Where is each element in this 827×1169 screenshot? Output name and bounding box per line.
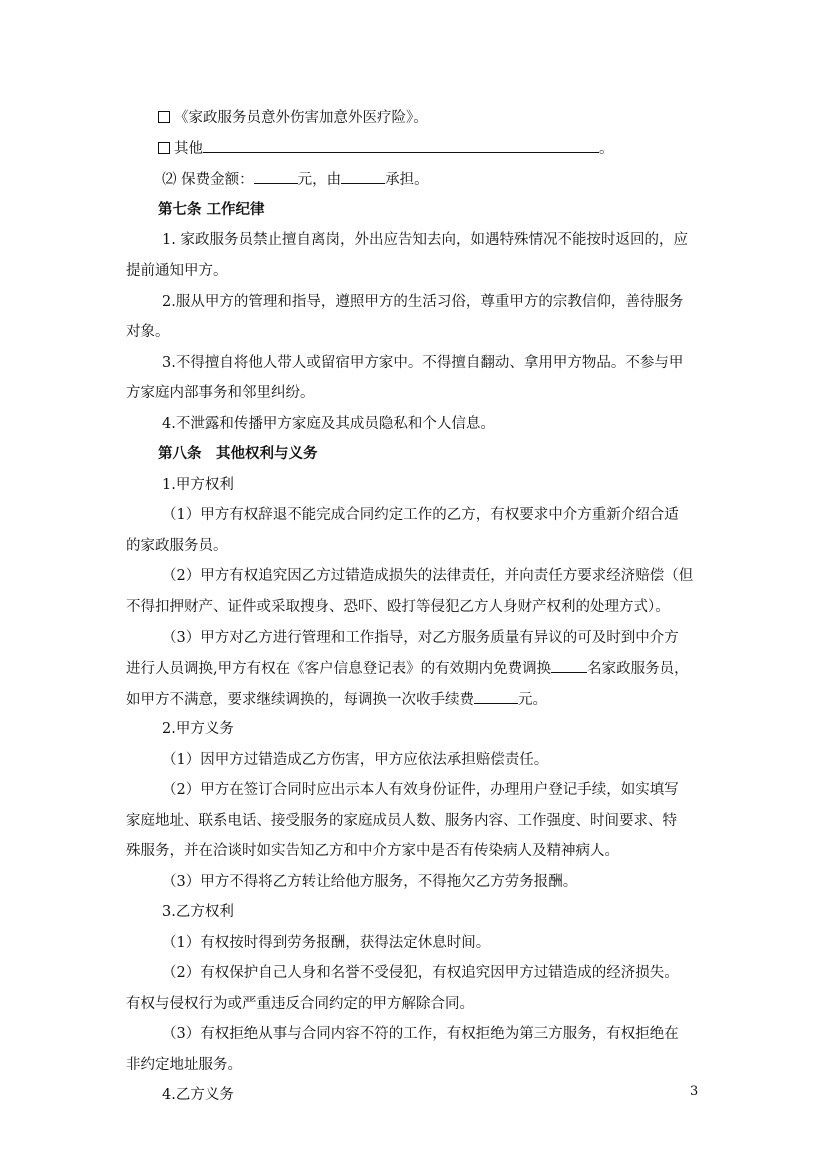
paragraph-line: （3）甲方不得将乙方转让给他方服务，不得拖欠乙方劳务报酬。	[162, 874, 578, 890]
paragraph-line: （2）有权保护自己人身和名誉不受侵犯，有权追究因甲方过错造成的经济损失。	[162, 965, 679, 981]
blank-field[interactable]	[551, 658, 587, 673]
text: ⑵ 保费金额：	[162, 172, 254, 188]
text: 其他	[174, 141, 203, 157]
blank-field[interactable]	[341, 169, 385, 184]
blank-field[interactable]	[474, 689, 518, 704]
paragraph-line: （3）有权拒绝从事与合同内容不符的工作，有权拒绝为第三方服务，有权拒绝在	[162, 1026, 679, 1042]
blank-field[interactable]	[254, 169, 298, 184]
paragraph-line: （2）甲方在签订合同时应出示本人有效身份证件，办理用户登记手续，如实填写	[162, 782, 679, 798]
paragraph-line: （1）因甲方过错造成乙方伤害，甲方应依法承担赔偿责任。	[162, 752, 549, 768]
section-heading: 第七条 工作纪律	[158, 201, 265, 218]
checkbox-line-accident-insurance	[0, 108, 827, 128]
paragraph-line: 方家庭内部事务和邻里纠纷。	[126, 385, 315, 401]
paragraph-line: 提前通知甲方。	[126, 263, 228, 279]
section-heading: 第八条 其他权利与义务	[158, 445, 318, 462]
paragraph-line: （2）甲方有权追究因乙方过错造成损失的法律责任，并向责任方要求经济赔偿（但	[162, 568, 694, 584]
paragraph-line: （1）甲方有权辞退不能完成合同约定工作的乙方，有权要求中介方重新介绍合适	[162, 507, 679, 523]
text: 元，由	[297, 172, 342, 188]
text: 《家政服务员意外伤害加意外医疗险》。	[174, 110, 428, 126]
paragraph-line-with-blank	[0, 689, 827, 710]
text: 进行人员调换,甲方有权在《客户信息登记表》的有效期内免费调换	[126, 661, 552, 677]
checkbox[interactable]	[158, 142, 170, 154]
text: 。	[599, 141, 614, 157]
subsection-heading: 2.甲方义务	[162, 721, 234, 737]
premium-line	[0, 169, 827, 190]
page-number: 3	[690, 1084, 699, 1099]
text: 元。	[518, 692, 547, 708]
checkbox[interactable]	[158, 111, 170, 123]
text: 名家政服务员，	[587, 661, 689, 677]
paragraph-line: 4.不泄露和传播甲方家庭及其成员隐私和个人信息。	[162, 416, 495, 432]
paragraph-line: 家庭地址、联系电话、接受服务的家庭成员人数、服务内容、工作强度、时间要求、特	[126, 813, 677, 829]
text: 承担。	[385, 172, 429, 188]
paragraph-line: 3.不得擅自将他人带人或留宿甲方家中。不得擅自翻动、拿用甲方物品。不参与甲	[162, 355, 684, 371]
blank-field[interactable]	[203, 138, 599, 153]
paragraph-line: 对象。	[126, 324, 170, 340]
paragraph-line: 的家政服务员。	[126, 538, 228, 554]
text: 如甲方不满意，要求继续调换的，每调换一次收手续费	[126, 692, 474, 708]
paragraph-line: （1）有权按时得到劳务报酬，获得法定休息时间。	[162, 935, 491, 951]
paragraph-line: 非约定地址服务。	[126, 1057, 242, 1073]
paragraph-line: 不得扣押财产、证件或采取搜身、恐吓、殴打等侵犯乙方人身财产权利的处理方式）。	[126, 599, 670, 615]
subsection-heading: 3.乙方权利	[162, 904, 234, 920]
checkbox-line-other	[0, 138, 827, 159]
subsection-heading: 1.甲方权利	[162, 477, 234, 493]
paragraph-line: 有权与侵权行为或严重违反合同约定的甲方解除合同。	[126, 996, 474, 1012]
paragraph-line: 殊服务，并在洽谈时如实告知乙方和中介方家中是否有传染病人及精神病人。	[126, 843, 619, 859]
subsection-heading: 4.乙方义务	[162, 1087, 234, 1103]
paragraph-line: 1. 家政服务员禁止擅自离岗，外出应告知去向，如遇特殊情况不能按时返回的，应	[162, 232, 688, 248]
paragraph-line-with-blank	[0, 658, 827, 679]
paragraph-line: 2.服从甲方的管理和指导，遵照甲方的生活习俗，尊重甲方的宗教信仰，善待服务	[162, 294, 684, 310]
paragraph-line: （3）甲方对乙方进行管理和工作指导，对乙方服务质量有异议的可及时到中介方	[162, 630, 679, 646]
